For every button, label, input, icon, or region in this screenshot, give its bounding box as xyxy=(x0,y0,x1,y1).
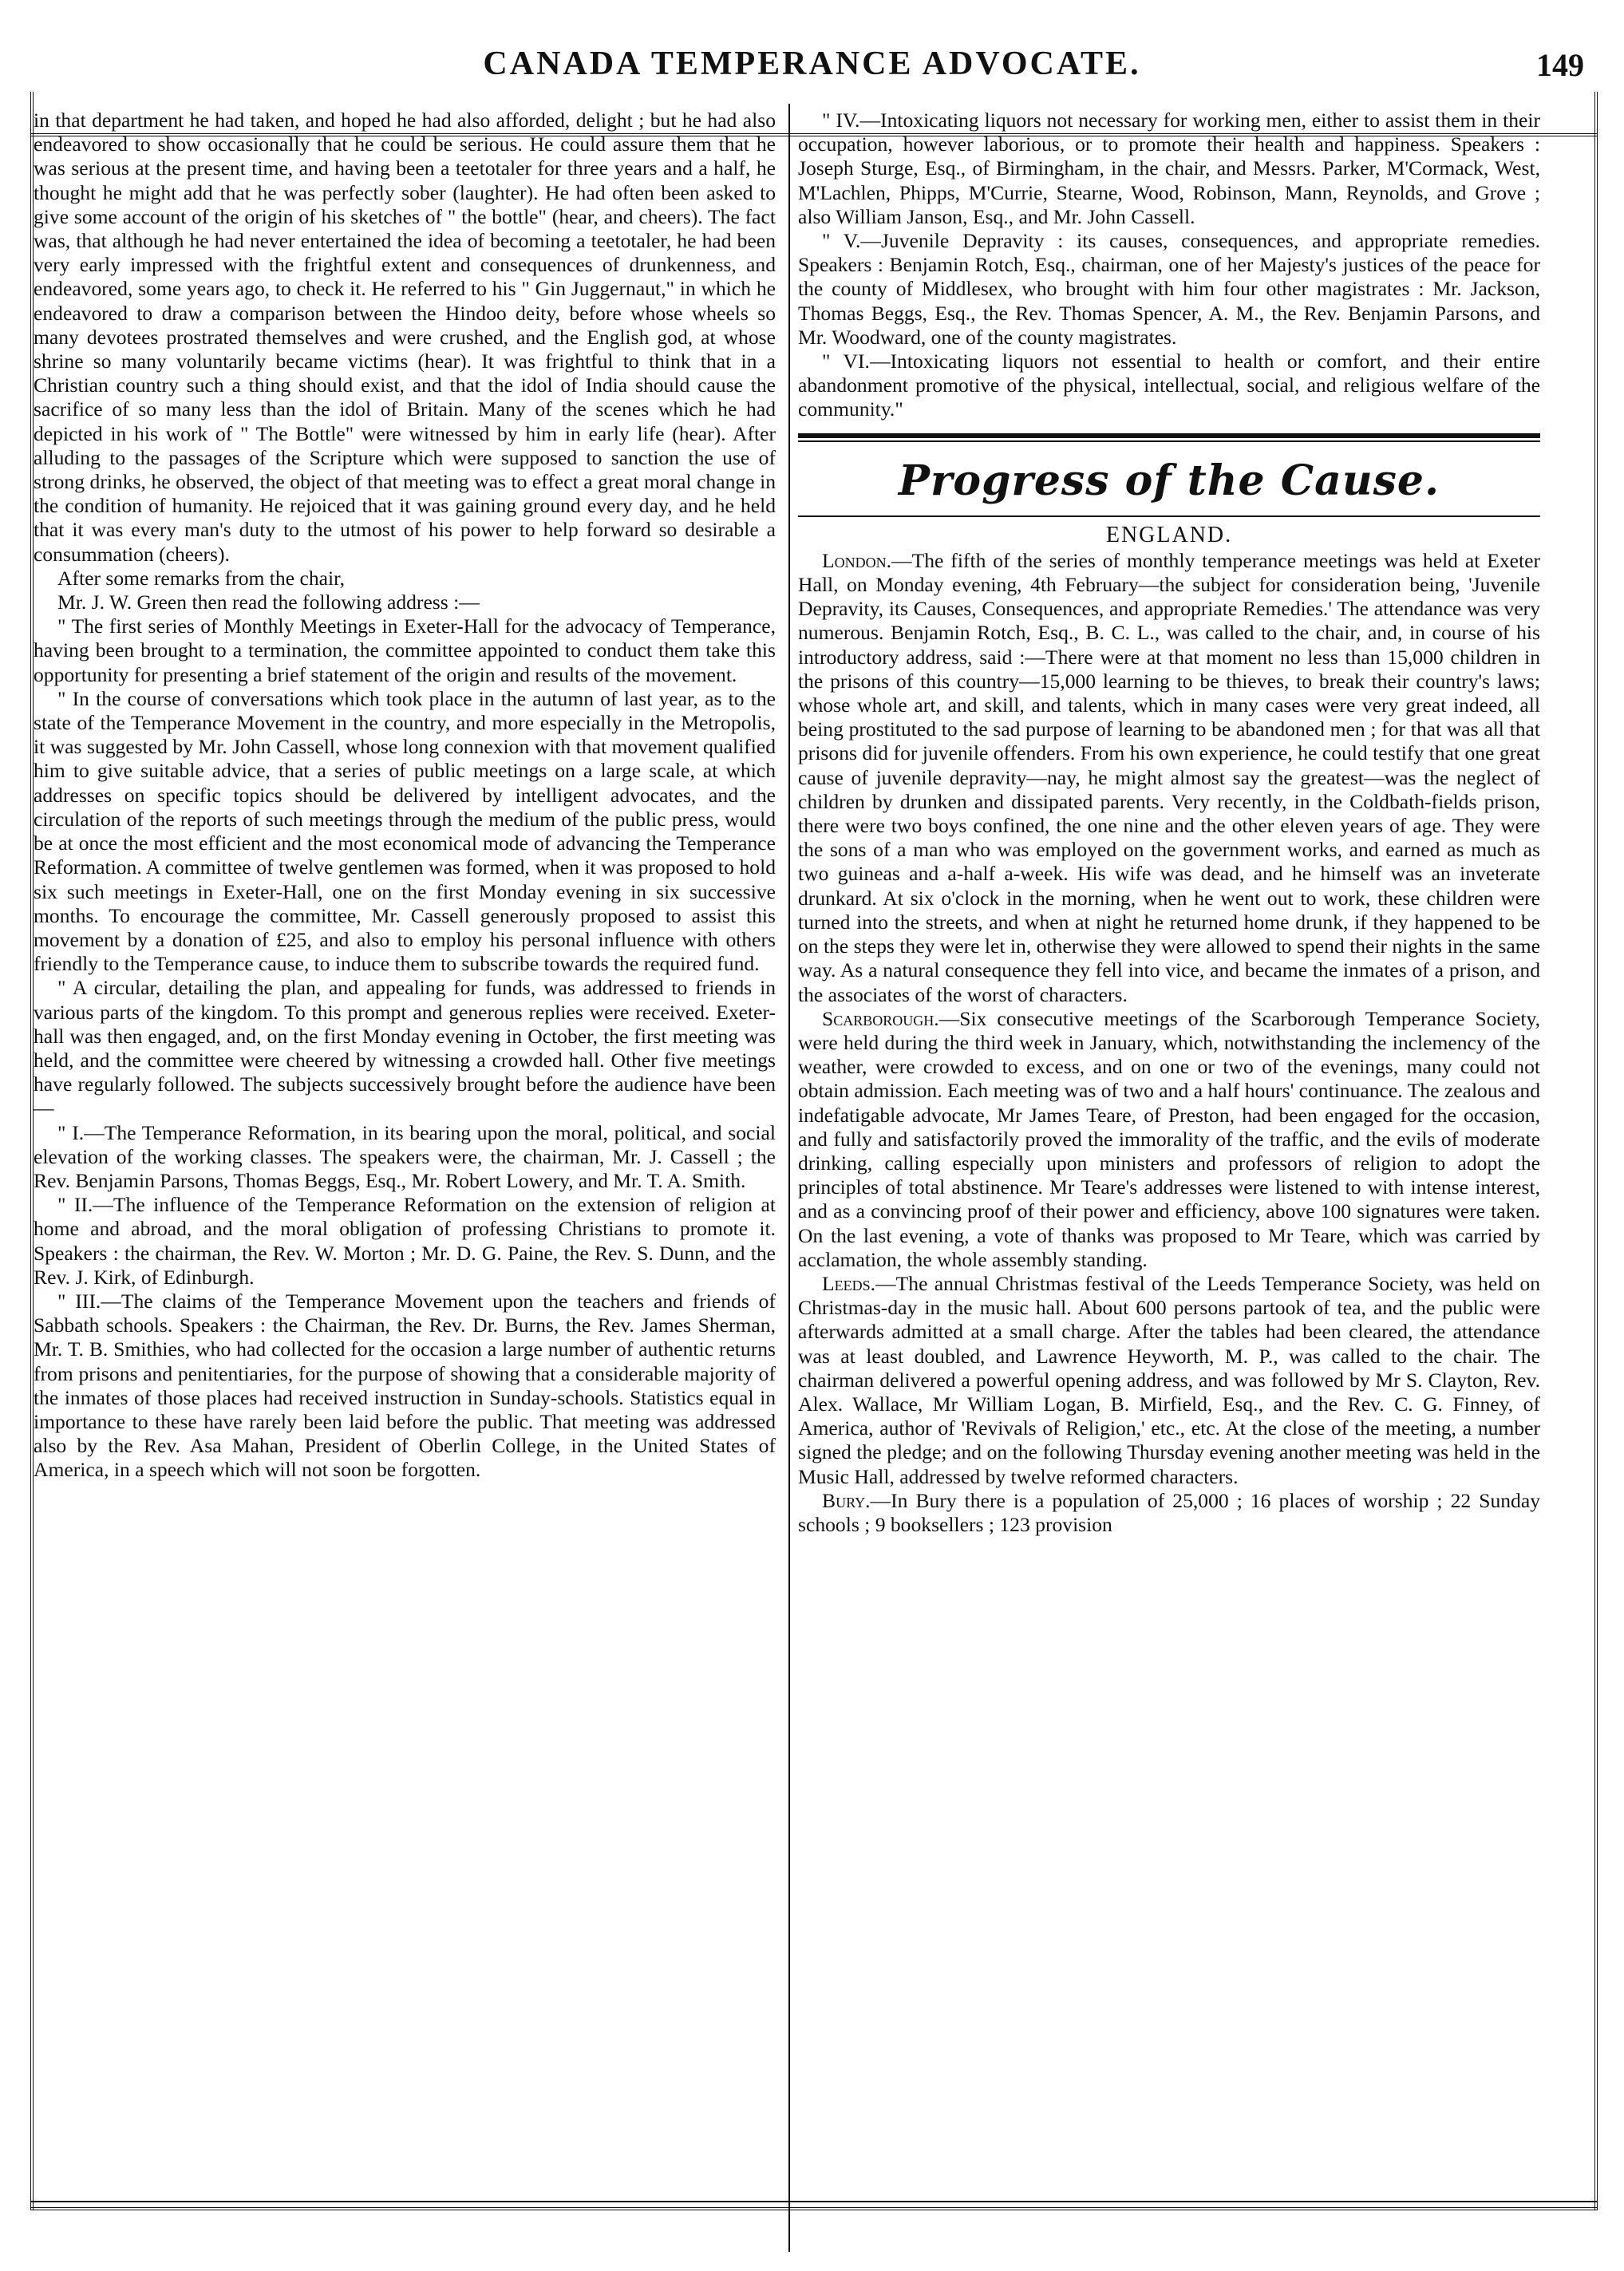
section-rule-thin xyxy=(798,440,1540,442)
place-name: London. xyxy=(822,548,892,572)
paragraph: " The first series of Monthly Meetings in Exeter-Hall for the advocacy of Temperance, having been brought to a termination, the committee appointed to conduct them take this opportunity for presenting a brief statement of the origin and results of the movement. xyxy=(34,614,776,686)
section-rule-thick xyxy=(798,433,1540,438)
place-name: Leeds. xyxy=(822,1271,876,1295)
news-item xyxy=(798,1272,1540,1489)
news-text: —The fifth of the series of monthly temperance meetings was held at Exeter Hall, on Monday evening, 4th February—the subject for consideration being, 'Juvenile Depravity, its Causes, Consequences, and appropriate Remedies.' The attendance was very numerous. Benjamin Rotch, Esq., B. C. L., was called to the chair, and, in course of his introductory address, said :—There were at that moment no less than 15,000 children in the prisons of this country—15,000 learning to be thieves, to break their country's laws; whose whole art, and skill, and talents, which in many cases were very great indeed, all being prostituted to the sad purpose of learning to be abandoned men ; for that was all that prisons did for juvenile offenders. From his own experience, he could testify that one great cause of juvenile depravity—nay, he might almost say the greatest—was the neglect of children by drunken and dissipated parents. Very recently, in the Coldbath-fields prison, there were two boys confined, the one nine and the other eleven years of age. They were the sons of a man who was employed on the government works, and earned as much as two guineas and a-half a-week. His wife was dead, and he himself was an inveterate drunkard. At six o'clock in the morning, when he went out to work, these children were turned into the streets, and when at night he returned home drunk, if they happened to be on the steps they were let in, otherwise they were allowed to spend their nights in the same way. As a natural consequence they fell into vice, and became the inmates of a prison, and the associates of the worst of characters. xyxy=(798,548,1540,1006)
place-name: Bury. xyxy=(822,1488,871,1512)
column-divider xyxy=(788,104,790,2252)
paragraph: " In the course of conversations which took place in the autumn of last year, as to the state of the Temperance Movement in the country, and more especially in the Metropolis, it was suggested by Mr. John Cassell, whose long connexion with that movement qualified him to give suitable advice, that a series of public meetings on a large scale, at which addresses on specific topics should be delivered by intelligent advocates, and the circulation of the reports of such meetings through the medium of the public press, would be at once the most efficient and the most economical mode of advancing the Temperance Reformation. A committee of twelve gentlemen was formed, when it was proposed to hold six such meetings in Exeter-Hall, one on the first Monday evening in six successive months. To encourage the committee, Mr. Cassell generously proposed to assist this movement by a donation of £25, and also to employ his personal influence with others friendly to the Temperance cause, to induce them to subscribe towards the required fund. xyxy=(34,686,776,976)
country-heading: ENGLAND. xyxy=(1105,522,1233,547)
paragraph: " A circular, detailing the plan, and appealing for funds, was addressed to friends in various parts of the kingdom. To this prompt and generous replies were received. Exeter-hall was then engaged, and, on the first Monday evening in October, the first meeting was held, and the committee were cheered by witnessing a crowded hall. Other five meetings have regularly followed. The subjects successively brought before the audience have been— xyxy=(34,976,776,1120)
paragraph: " VI.—Intoxicating liquors not essential to health or comfort, and their entire abandonment promotive of the physical, intellectual, social, and religious welfare of the community." xyxy=(798,350,1540,421)
right-column xyxy=(798,109,1540,1537)
footer-rule-double xyxy=(30,2207,1598,2210)
section-rule-after xyxy=(798,515,1540,517)
paragraph: After some remarks from the chair, xyxy=(57,566,345,590)
news-text: —In Bury there is a population of 25,000 ; 16 places of worship ; 22 Sunday schools ; 9 booksellers ; 123 provision xyxy=(798,1488,1540,1536)
masthead xyxy=(32,41,1592,97)
publication-title: CANADA TEMPERANCE ADVOCATE. xyxy=(483,45,1141,82)
footer-rule xyxy=(30,2201,1598,2202)
news-text: —The annual Christmas festival of the Leeds Temperance Society, was held on Christmas-day in the music hall. About 600 persons partook of tea, and the public were afterwards admitted at a small charge. After the tables had been cleared, the attendance was at least doubled, and Lawrence Heyworth, M. P., was called to the chair. The chairman delivered a powerful opening address, and was followed by Mr S. Clayton, Rev. Alex. Wallace, Mr William Logan, B. Mirfield, Esq., and the Rev. C. G. Finney, of America, author of 'Revivals of Religion,' etc., etc. At the close of the meeting, a number signed the pledge; and on the following Thursday evening another meeting was held in the Music Hall, addressed by twelve reformed characters. xyxy=(798,1271,1540,1488)
left-column xyxy=(34,109,776,1483)
news-item xyxy=(798,1007,1540,1272)
section-heading: Progress of the Cause. xyxy=(898,456,1440,505)
page-number: 149 xyxy=(1536,47,1584,83)
news-text: —Six consecutive meetings of the Scarborough Temperance Society, were held during the third week in January, which, notwithstanding the inclemency of the weather, were crowded to excess, and on one or two of the evenings, many could not obtain admission. Each meeting was of two and a half hours' continuance. The zealous and indefatigable advocate, Mr James Teare, of Preston, had been engaged for the occasion, and fully and satisfactorily proved the immorality of the traffic, and the evils of moderate drinking, calling especially upon ministers and professors of religion to adopt the principles of total abstinence. Mr Teare's addresses were listened to with intense interest, and as a convincing proof of their power and efficiency, above 100 signatures were taken. On the last evening, a vote of thanks was proposed to Mr Teare, which was carried by acclamation, the whole assembly standing. xyxy=(798,1006,1540,1271)
paragraph: in that department he had taken, and hoped he had also afforded, delight ; but he had also endeavored to show occasionally that he could be serious. He could assure them that he was serious at the present time, and having been a teetotaler for three years and a half, he thought he might add that he was perfectly sober (laughter). He had often been asked to give some account of the origin of his sketches of " the bottle" (hear, and cheers). The fact was, that although he had never entertained the idea of becoming a teetotaler, he had been very early impressed with the frightful extent and consequences of drunkenness, and endeavored, some years ago, to check it. He referred to his " Gin Juggernaut," in which he endeavored to draw a comparison between the Hindoo deity, before whose wheels so many devotees prostrated themselves and were crushed, and the English god, at whose shrine so many voluntarily became victims (hear). It was frightful to think that in a Christian country such a thing should exist, and that the idol of India should cause the sacrifice of so many less than the idol of Britain. Many of the scenes which he had depicted in his work of " The Bottle" were witnessed by him in early life (hear). After alluding to the passages of the Scripture which were supposed to sanction the use of strong drinks, he observed, the object of that meeting was to effect a great moral change in the condition of humanity. He rejoiced that it was gaining ground every day, and he held that it was every man's duty to the utmost of his power to help forward so desirable a consummation (cheers). xyxy=(34,109,776,566)
news-item xyxy=(798,549,1540,1007)
paragraph: " III.—The claims of the Temperance Movement upon the teachers and friends of Sabbath schools. Speakers : the Chairman, the Rev. Dr. Burns, the Rev. James Sherman, Mr. T. B. Smithies, who had collected for the occasion a large number of authentic returns from prisons and penitentiaries, for the purpose of showing that a considerable majority of the inmates of those places had received instruction in Sunday-schools. Statistics equal in importance to these have rarely been laid before the public. That meeting was addressed also by the Rev. Asa Mahan, President of Oberlin College, in the United States of America, in a speech which will not soon be forgotten. xyxy=(34,1289,776,1482)
paragraph: " II.—The influence of the Temperance Reformation on the extension of religion at home and abroad, and the moral obligation of professing Christians to promote it. Speakers : the chairman, the Rev. W. Morton ; Mr. D. G. Paine, the Rev. S. Dunn, and the Rev. J. Kirk, of Edinburgh. xyxy=(34,1193,776,1289)
news-item xyxy=(798,1489,1540,1537)
paragraph: " V.—Juvenile Depravity : its causes, consequences, and appropriate remedies. Speakers : Benjamin Rotch, Esq., chairman, one of her Majesty's justices of the peace for the county of Middlesex, who brought with him four other magistrates : Mr. Jackson, Thomas Beggs, Esq., the Rev. Thomas Spencer, A. M., the Rev. Benjamin Parsons, and Mr. Woodward, one of the county magistrates. xyxy=(798,229,1540,349)
paragraph: " I.—The Temperance Reformation, in its bearing upon the moral, political, and social elevation of the working classes. The speakers were, the chairman, Mr. J. Cassell ; the Rev. Benjamin Parsons, Thomas Beggs, Esq., Mr. Robert Lowery, and Mr. T. A. Smith. xyxy=(34,1120,776,1192)
paragraph: " IV.—Intoxicating liquors not necessary for working men, either to assist them in their occupation, however laborious, or to promote their health and happiness. Speakers : Joseph Sturge, Esq., of Birmingham, in the chair, and Messrs. Parker, M'Cormack, West, M'Lachlen, Phipps, M'Currie, Stearne, Wood, Robinson, Mann, Reynolds, and Grove ; also William Janson, Esq., and Mr. John Cassell. xyxy=(798,109,1540,228)
place-name: Scarborough. xyxy=(822,1006,939,1030)
paragraph: Mr. J. W. Green then read the following address :— xyxy=(57,590,480,614)
border-right xyxy=(1594,92,1598,2210)
